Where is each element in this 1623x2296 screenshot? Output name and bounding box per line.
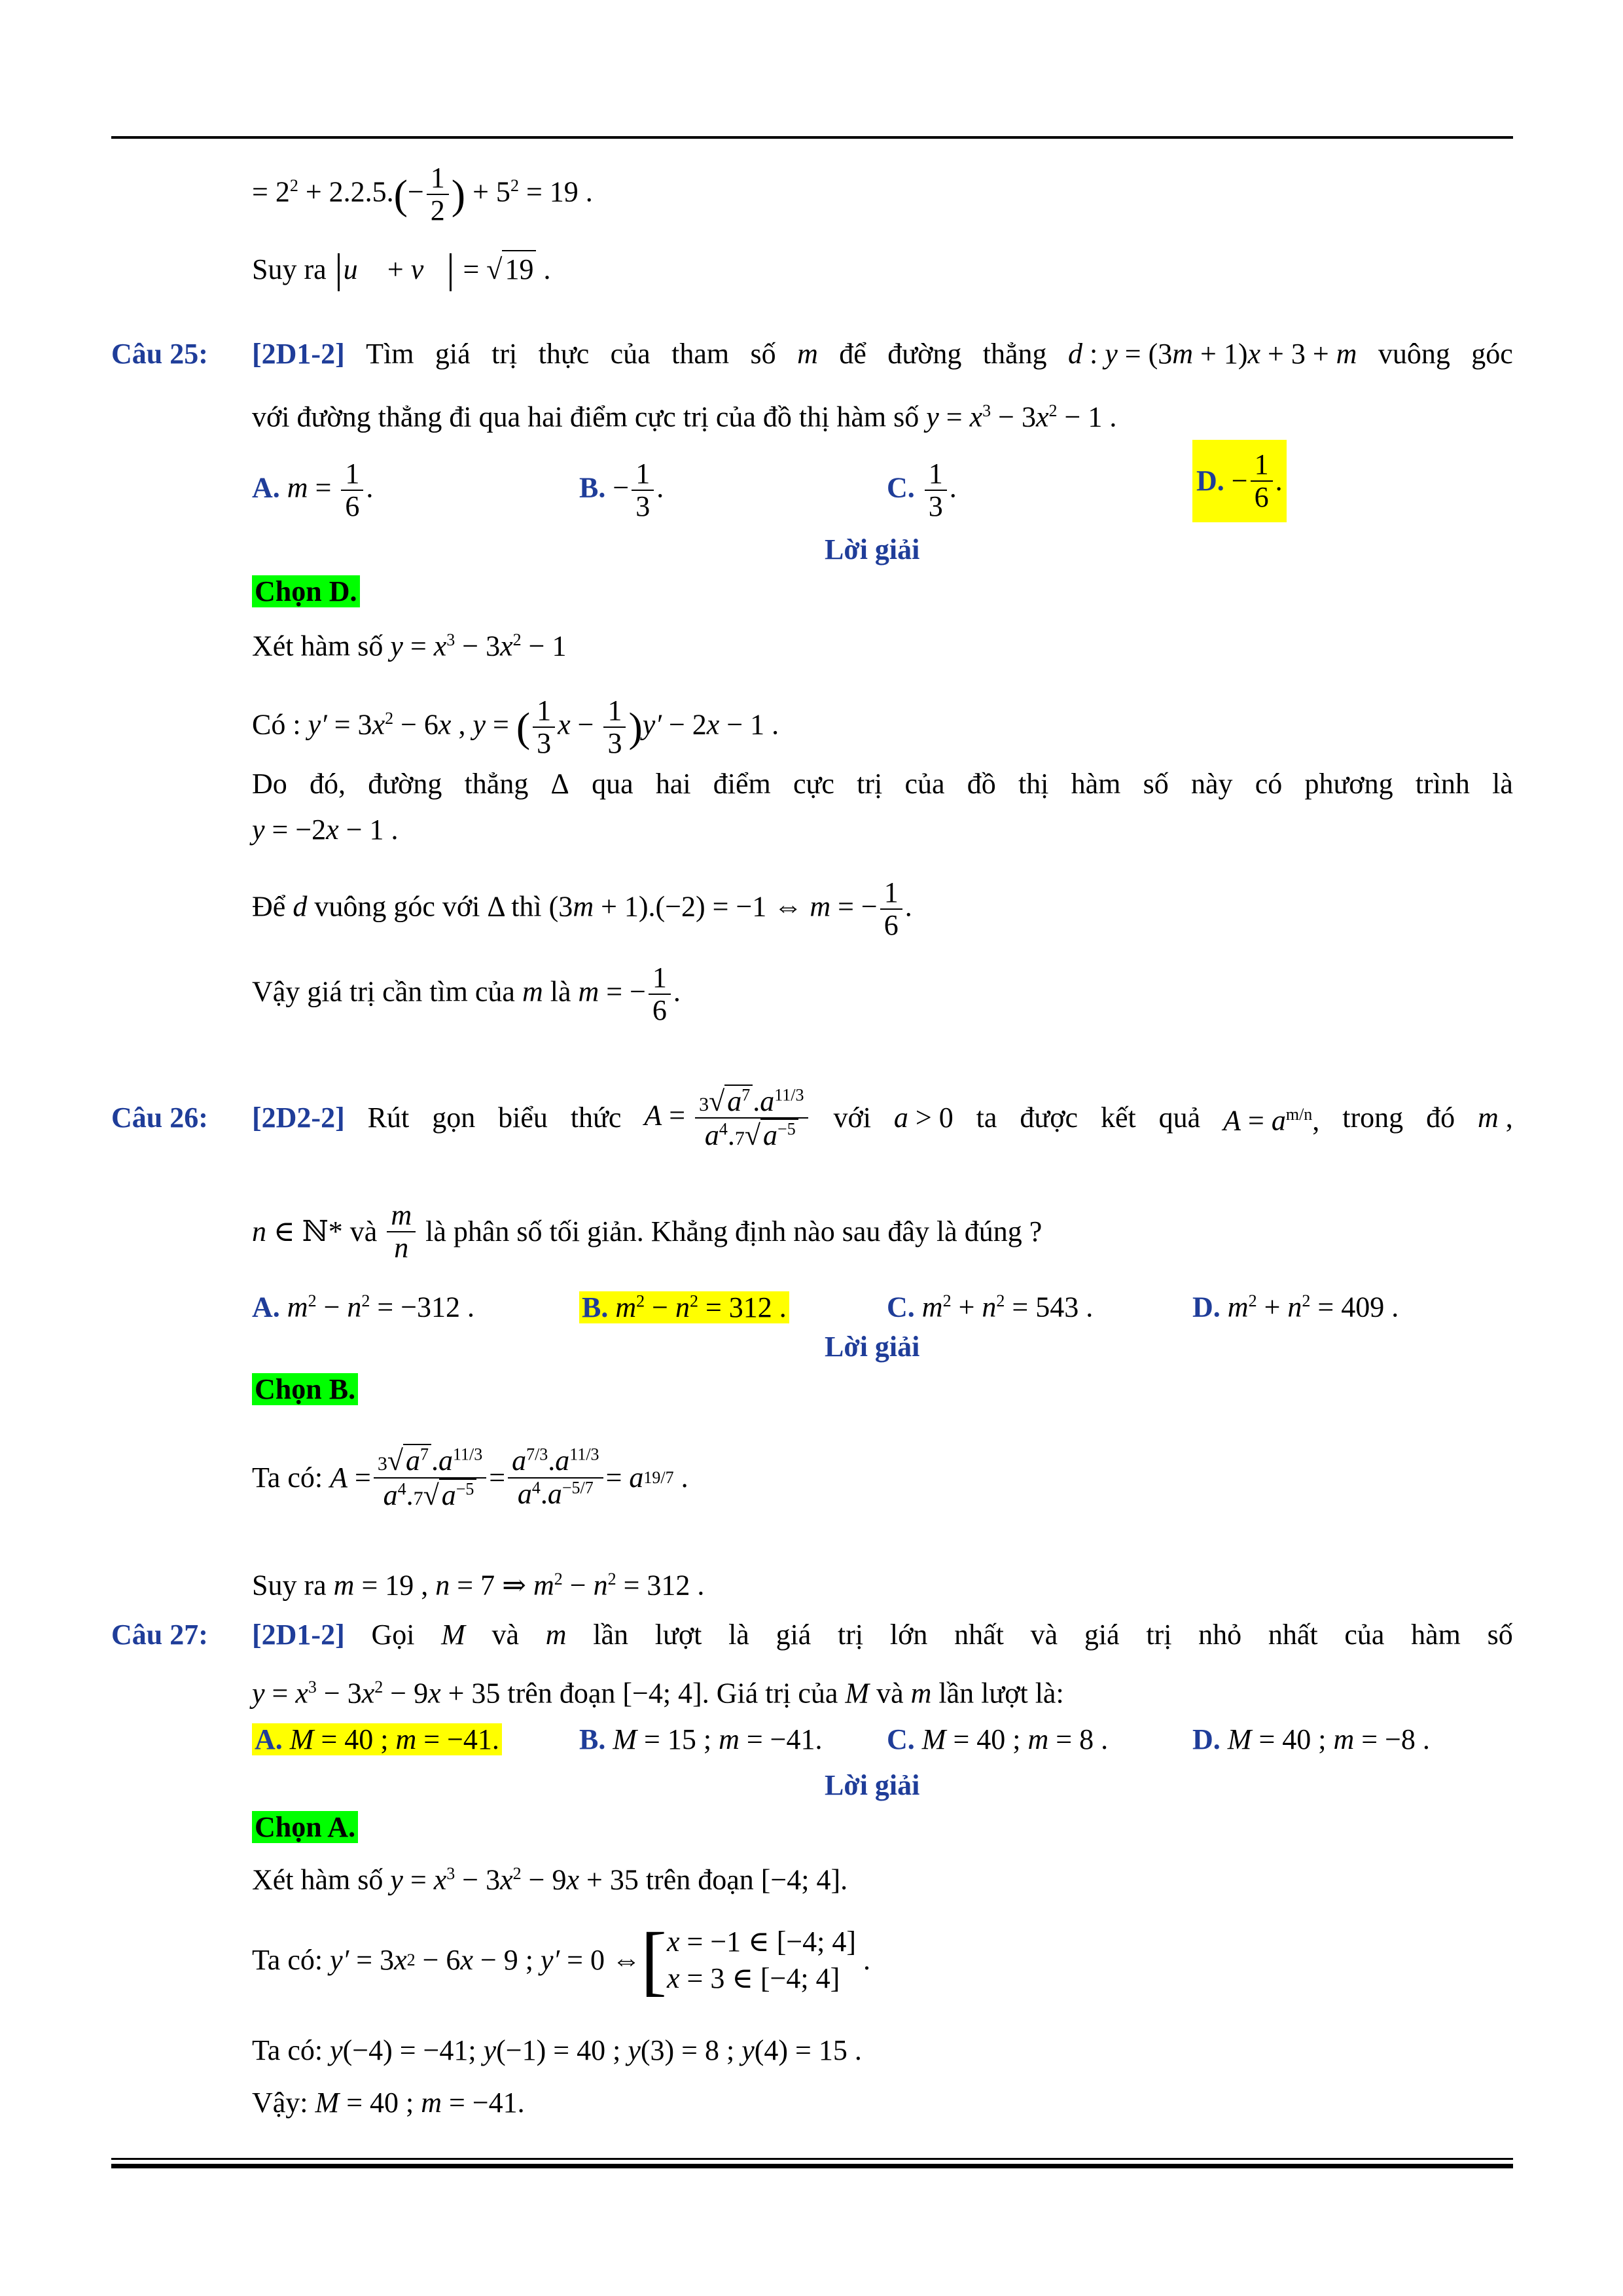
q26-option-c[interactable]: C. $m^2 + n^2 = 543$ . bbox=[887, 1291, 1094, 1323]
q25-option-c[interactable]: C. $\frac{1}{3}$ . bbox=[887, 457, 957, 523]
q25-step2: Có : $y' = 3x^2 - 6x$ , y = ( $\frac{1}{3}$ x − $\frac{1}{3}$ )y′ − 2x − 1 . bbox=[252, 694, 779, 760]
intro-conclusion: Suy ra u⃗ + v⃗ = √19 . bbox=[252, 250, 550, 291]
q25-step5: Để d vuông góc với Δ thì (3m + 1).(−2) = −1 ⇔ m = − $\frac{1}{6}$ . bbox=[252, 876, 912, 942]
q26-choice: Chọn B. bbox=[252, 1371, 358, 1408]
q26-text-line1: [2D2-2] Rút gọn biểu thức A = $\frac{3√a^7.a^{11/3}}{a^4.7√a^{-5}}$ với a > 0 ta được kết quả $A = a^{m/n}$, trong đó m , bbox=[252, 1085, 1513, 1151]
q27-option-a-correct[interactable]: A. M = 40 ; m = −41. bbox=[252, 1721, 502, 1758]
q27-option-d[interactable]: D. M = 40 ; m = −8 . bbox=[1192, 1723, 1430, 1755]
q25-option-d-correct[interactable]: D. − $\frac{1}{6}$ . bbox=[1192, 440, 1287, 522]
q27-step2: Ta có: y′ = 3 x 2 − 6 x − 9 ; y′ = 0 ⇔ [ x = −1 ∈ [−4; 4] x = 3 ∈ [−4; 4] . bbox=[252, 1916, 871, 2003]
q25-step3: Do đó, đường thẳng Δ qua hai điểm cực trị của đồ thị hàm số này có phương trình là bbox=[252, 768, 1513, 800]
q25-solution-heading: Lời giải bbox=[825, 533, 920, 565]
q26-option-a[interactable]: A. $m^2 - n^2 = -312$ . bbox=[252, 1291, 475, 1323]
q25-choice: Chọn D. bbox=[252, 573, 360, 610]
footer-rule-thick bbox=[111, 2164, 1513, 2168]
q26-step1: Ta có: A = $\frac{3√a^7.a^{11/3}}{a^4.7√a^{-5}}$ = $\frac{a^{7/3}.a^{11/3}}{a^4.a^{-5/7}}$ = a 19/7 . bbox=[252, 1444, 688, 1511]
intro-equation: = $2^2 + 2.2.5.(-$ $\frac{1}{2}$ ) + $5^2 = 19$ . bbox=[252, 162, 593, 227]
q25-option-b[interactable]: B. − $\frac{1}{3}$ . bbox=[579, 457, 664, 523]
q25-step4: y = −2x − 1 . bbox=[252, 814, 399, 846]
q27-step1: Xét hàm số $y = x^3 - 3x^2 - 9x + 35$ trên đoạn [−4; 4]. bbox=[252, 1863, 848, 1896]
header-rule bbox=[111, 136, 1513, 139]
q27-text-line1: [2D1-2] Gọi M và m lần lượt là giá trị lớn nhất và giá trị nhỏ nhất của hàm số bbox=[252, 1619, 1513, 1651]
q26-step2: Suy ra m = 19 , n = 7 ⇒ $m^2 - n^2 = 312$ . bbox=[252, 1569, 705, 1602]
q27-solution-heading: Lời giải bbox=[825, 1769, 920, 1801]
q25-option-a[interactable]: A. m = $\frac{1}{6}$ . bbox=[252, 457, 374, 523]
q27-step3: Ta có: y(−4) = −41; y(−1) = 40 ; y(3) = 8 ; y(4) = 15 . bbox=[252, 2034, 862, 2066]
footer-rule-thin bbox=[111, 2158, 1513, 2160]
q27-choice: Chọn A. bbox=[252, 1809, 358, 1846]
q26-label: Câu 26: bbox=[111, 1102, 208, 1134]
q25-text-line2: với đường thẳng đi qua hai điểm cực trị của đồ thị hàm số $y = x^3 - 3x^2 - 1$ . bbox=[252, 401, 1117, 433]
q27-step4: Vậy: M = 40 ; m = −41. bbox=[252, 2087, 525, 2119]
q27-option-c[interactable]: C. M = 40 ; m = 8 . bbox=[887, 1723, 1109, 1755]
q25-text-line1: [2D1-2] Tìm giá trị thực của tham số m để đường thẳng d : y = (3m + 1)x + 3 + m vuông góc bbox=[252, 338, 1513, 370]
q27-option-b[interactable]: B. M = 15 ; m = −41. bbox=[579, 1723, 823, 1755]
q25-step1: Xét hàm số $y = x^3 - 3x^2 - 1$ bbox=[252, 630, 567, 662]
q26-text-line2: n ∈ ℕ* và $\frac{m}{n}$ là phân số tối giản. Khẳng định nào sau đây là đúng ? bbox=[252, 1198, 1043, 1264]
q25-step6: Vậy giá trị cần tìm của m là m = − $\frac{1}{6}$ . bbox=[252, 961, 681, 1027]
q25-label: Câu 25: bbox=[111, 338, 208, 370]
q26-option-b-correct[interactable]: B. $m^2 - n^2 = 312$ . bbox=[579, 1283, 789, 1326]
q26-solution-heading: Lời giải bbox=[825, 1331, 920, 1363]
q27-text-line2: $y = x^3 - 3x^2 - 9x + 35$ trên đoạn [−4; 4]. Giá trị của M và m lần lượt là: bbox=[252, 1677, 1064, 1710]
q26-option-d[interactable]: D. $m^2 + n^2 = 409$ . bbox=[1192, 1291, 1399, 1323]
q27-label: Câu 27: bbox=[111, 1619, 208, 1651]
